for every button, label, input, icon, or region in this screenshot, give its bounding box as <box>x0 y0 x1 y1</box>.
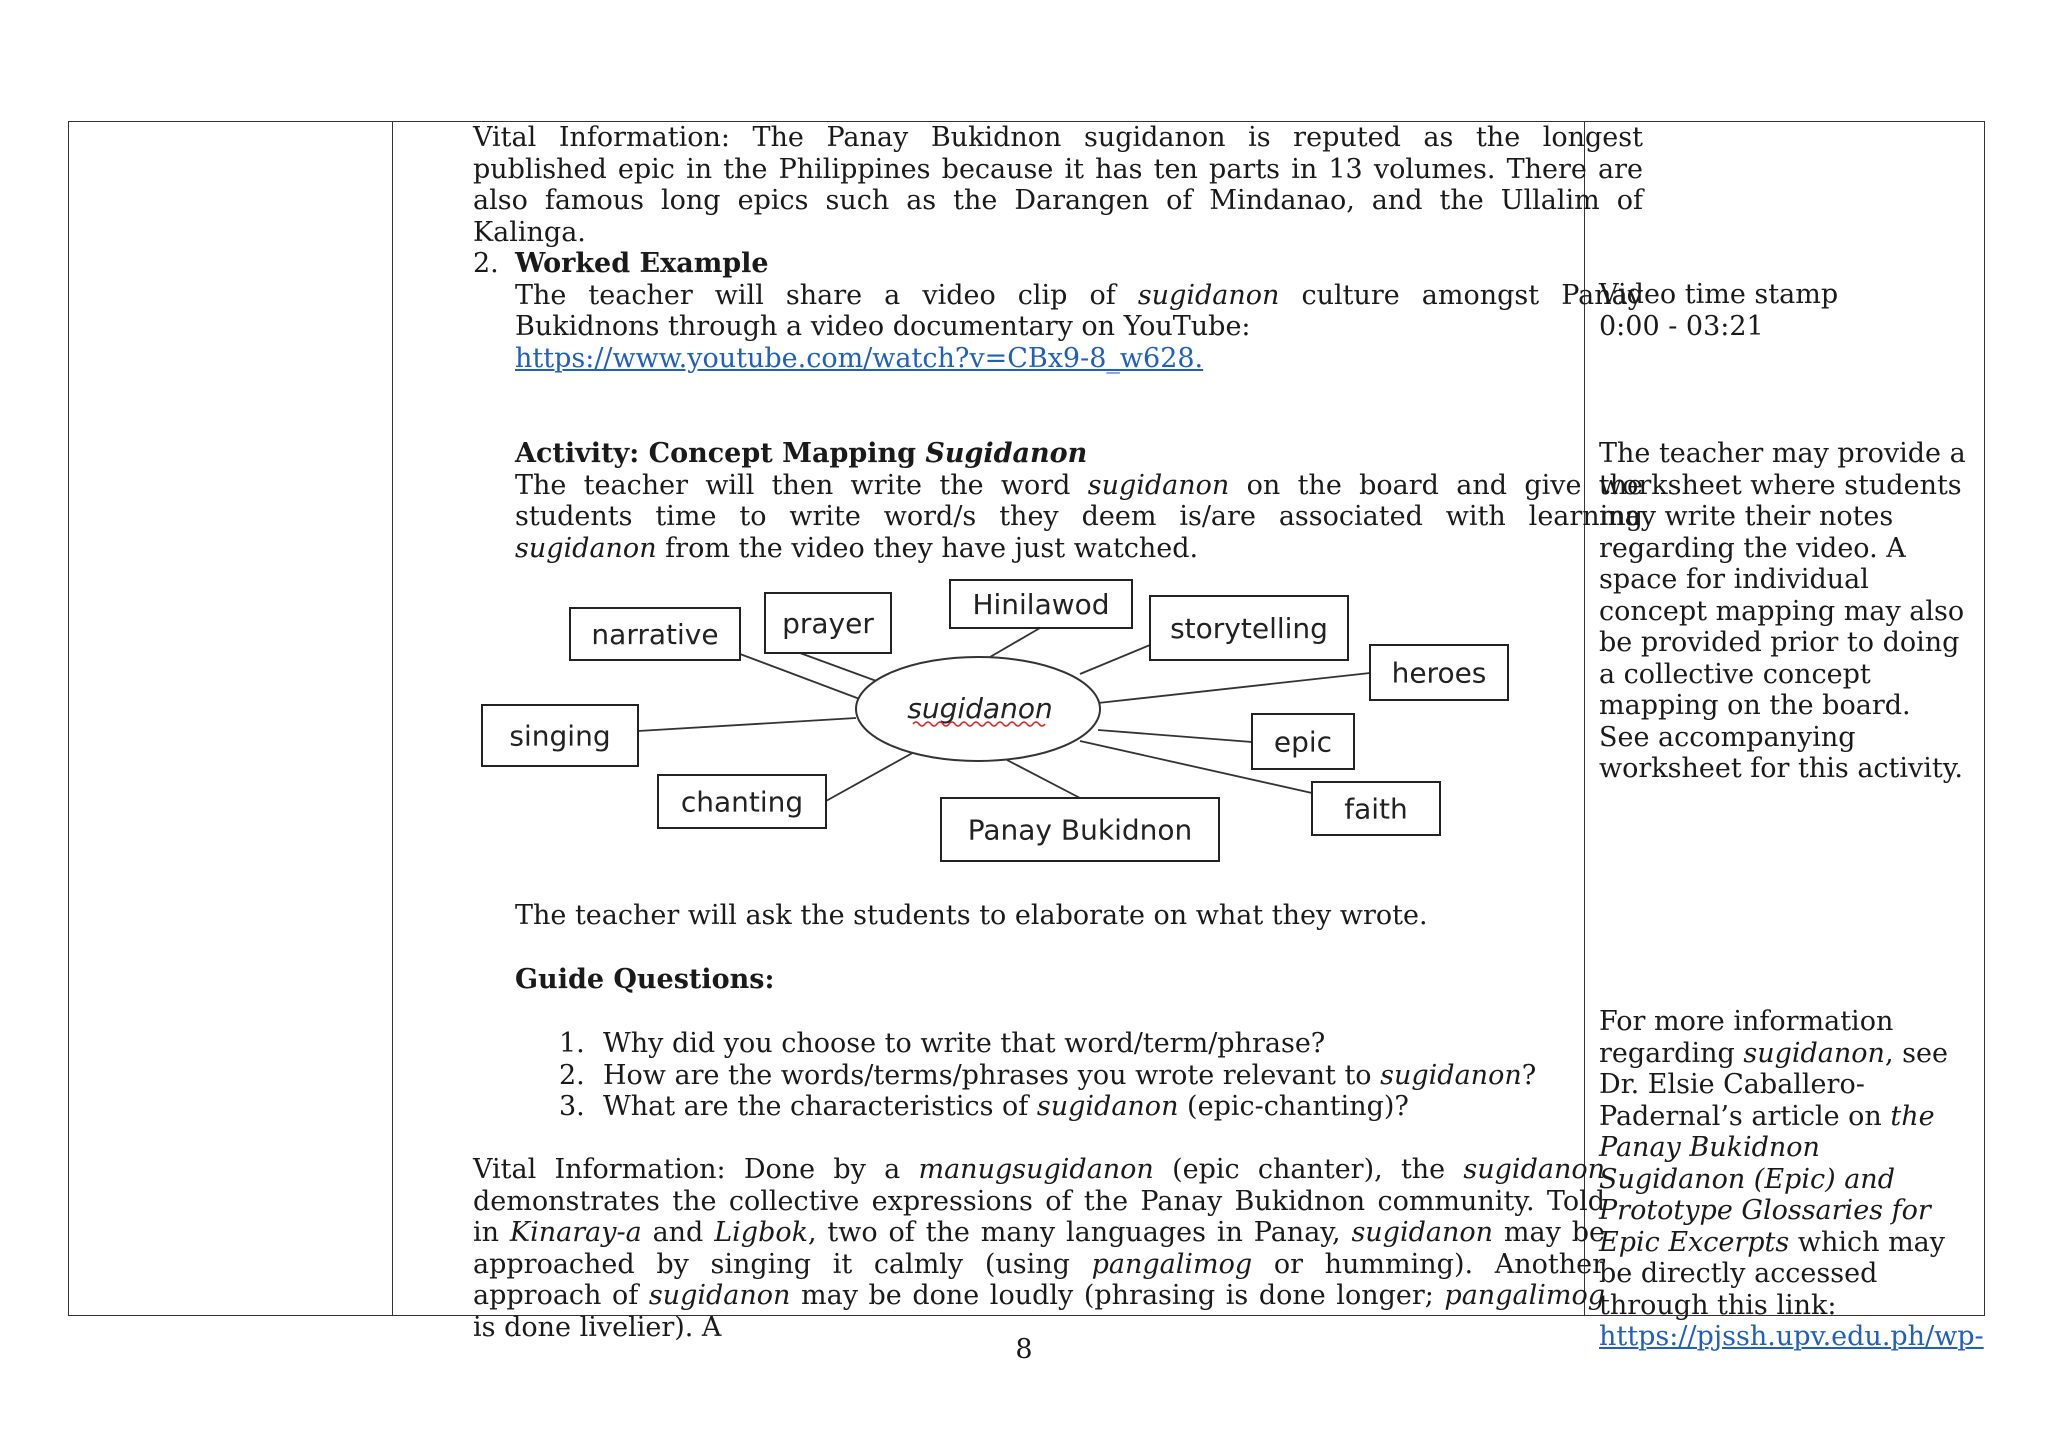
vital-info-1: Vital Information: The Panay Bukidnon sugidanon is reputed as the longest published epic in the Philippines because it has ten parts in 13 volumes. There are also famous long epics such as the Darangen of Mindanao, and the Ullalim of Kalinga. <box>473 122 1643 248</box>
activity-section <box>515 438 1643 564</box>
list-item: 2. How are the words/terms/phrases you wrote relevant to sugidanon? <box>559 1059 1537 1091</box>
activity-title: Activity: Concept Mapping Sugidanon <box>515 438 1088 469</box>
worked-example-text: The teacher will share a video clip of sugidanon culture amongst Panay Bukidnons through a video documentary on YouTube: <box>515 279 1643 342</box>
concept-node-label: narrative <box>591 618 719 651</box>
concept-node-label: storytelling <box>1170 612 1328 645</box>
list-item: 3. What are the characteristics of sugidanon (epic-chanting)? <box>559 1091 1409 1122</box>
concept-node-label: faith <box>1344 792 1408 826</box>
concept-node-label: epic <box>1273 725 1333 759</box>
concept-node-label: Hinilawod <box>972 588 1110 621</box>
connector-line <box>1007 760 1080 798</box>
worked-example-section <box>515 248 1643 374</box>
vital-info-2: Vital Information: Done by a manugsugidanon (epic chanter), the sugidanon demonstrates the collective expressions of the Panay Bukidnon community. Told in Kinaray-a and Ligbok, two of the many languages in Panay, sugidanon may be approached by singing it calmly (using pangalimog or humming). Another approach of sugidanon may be done loudly (phrasing is done longer; pangalimog is done livelier). A <box>473 1154 1606 1343</box>
article-link[interactable]: https://pjssh.upv.edu.ph/wp- <box>1599 1321 1984 1352</box>
connector-line <box>1080 645 1150 674</box>
center-node-label: sugidanon <box>907 692 1053 725</box>
connector-line <box>740 654 865 701</box>
elaborate-text: The teacher will ask the students to elaborate on what they wrote. <box>515 900 1428 931</box>
item-number: 2. <box>473 248 499 279</box>
concept-node-label: singing <box>509 719 611 753</box>
concept-node-label: prayer <box>782 607 874 640</box>
guide-questions-list <box>559 1028 1643 1123</box>
more-info-note: For more information regarding sugidanon, see Dr. Elsie Caballero-Padernal’s article on the Panay Bukidnon Sugidanon (Epic) and Prototype Glossaries for Epic Excerpts which may be directly accessed through this link: https://pjssh.upv.edu.ph/wp- <box>1599 1006 1984 1352</box>
timestamp-value: 0:00 - 03:21 <box>1599 310 1764 342</box>
concept-node-label: Panay Bukidnon <box>967 813 1193 847</box>
list-item: 1. Why did you choose to write that word/term/phrase? <box>559 1028 1326 1059</box>
activity-text: The teacher will then write the word sugidanon on the board and give the students time to write word/s they deem is/are associated with learning sugidanon from the video they have just watched. <box>515 469 1643 564</box>
connector-line <box>990 628 1040 657</box>
concept-map <box>470 575 1510 875</box>
guide-questions-title: Guide Questions: <box>515 964 775 995</box>
timestamp-label: Video time stamp <box>1599 279 1839 310</box>
concept-node-label: chanting <box>680 785 804 819</box>
page-number: 8 <box>1015 1334 1033 1365</box>
connector-line <box>638 718 856 731</box>
youtube-link[interactable]: https://www.youtube.com/watch?v=CBx9-8_w628. <box>515 342 1204 374</box>
worked-example-title: Worked Example <box>515 248 769 279</box>
column-divider-left <box>392 122 393 1315</box>
connector-line <box>1098 673 1370 703</box>
concept-node-label: heroes <box>1391 656 1487 690</box>
connector-line <box>826 746 925 801</box>
timestamp-note <box>1599 279 1969 342</box>
connector-line <box>1098 730 1252 742</box>
worksheet-note: The teacher may provide a worksheet where students may write their notes regarding the video. A space for individual concept mapping may also be provided prior to doing a collective concept mapping on the board. See accompanying worksheet for this activity. <box>1599 438 1966 784</box>
